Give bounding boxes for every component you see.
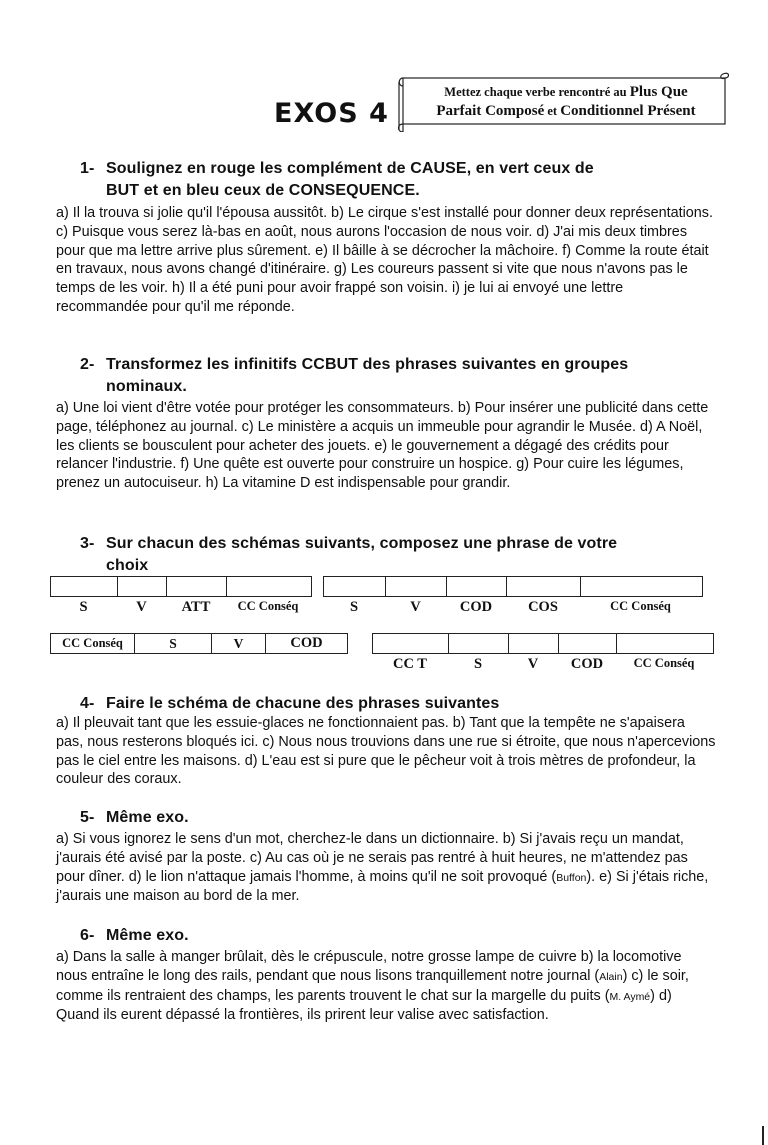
- exercise-6-text: [56, 948, 716, 1025]
- exercise-2-heading-line2: nominaux.: [106, 378, 187, 395]
- schema-2-box: [447, 577, 507, 596]
- schema-1-boxes: [50, 576, 312, 597]
- schema-3-cell: COD: [290, 635, 323, 651]
- schema-4-box: [559, 634, 617, 653]
- schema-4-box: [373, 634, 449, 653]
- exercise-1-heading-line1: Soulignez en rouge les complément de CAUSE, en vert ceux de: [106, 160, 594, 177]
- schema-2-label: COD: [459, 599, 493, 615]
- page-title: EXOS 4: [274, 98, 389, 129]
- exercise-6-text-part-c: ) d) Quand ils eurent dépassé la frontières, ils prirent leur valise avec satisfaction.: [56, 987, 672, 1024]
- schema-2-label: V: [410, 599, 421, 615]
- exercise-6-heading: [80, 925, 189, 947]
- schema-2-boxes: [323, 576, 703, 597]
- schema-4-labels: [372, 656, 712, 673]
- schema-2-box: [581, 577, 702, 596]
- scroll-text-line2b: et: [544, 104, 561, 118]
- exercise-3-heading-line1: Sur chacun des schémas suivants, composez une phrase de votre: [106, 535, 618, 552]
- exercise-6-number: 6-: [80, 927, 95, 944]
- schema-4-label: CC T: [393, 656, 427, 672]
- exercise-3-heading: [80, 533, 617, 577]
- schema-3-cell: CC Conséq: [51, 634, 135, 653]
- schema-4-boxes: [372, 633, 714, 654]
- scan-edge-mark: [762, 1126, 764, 1145]
- exercise-1-heading: [80, 158, 594, 202]
- schema-2-box: [386, 577, 447, 596]
- exercise-3-heading-line2: choix: [106, 557, 149, 574]
- exercise-3-number: 3-: [80, 535, 95, 552]
- exercise-4-text: a) Il pleuvait tant que les essuie-glaces ne fonctionnaient pas. b) Tant que la tempête ne s'apaisera pas, nous resterons bloqués ici. c) Nous nous trouvions dans une rue si étroite, que nous n'apercevions pas le ciel entre les maisons. d) L'eau est si pure que le pêcheur voit à trois mètres de profondeur, la couleur des coraux.: [56, 715, 716, 788]
- schema-4-label: CC Conséq: [633, 656, 695, 670]
- exercise-1-text: a) Il la trouva si jolie qu'il l'épousa aussitôt. b) Le cirque s'est installé pour donner deux représentations. c) Puisque vous serez là-bas en août, nous aurons l'occasion de nous voir. d) J'ai mis deux timbres pour que ma lettre arrive plus sûrement. e) Il bâille à se décrocher la mâchoire. f) Comme la route était en travaux, nous avons changé d'itinéraire. g) Les coureurs passent si vite que nous n'avons pas le temps de les voir. h) Il a été puni pour avoir frappé son voisin. i) je lui ai envoyé une lettre recommandée pour qu'il me réponde.: [56, 205, 713, 315]
- schema-4-label: COD: [570, 656, 604, 672]
- schema-1-box: [118, 577, 167, 596]
- exercise-6-author-1: Alain: [599, 970, 623, 983]
- exercise-4-number: 4-: [80, 695, 95, 712]
- schema-2-box: [324, 577, 386, 596]
- scroll-text-line2c: Conditionnel Présent: [560, 103, 696, 119]
- exercise-5-heading-text: Même exo.: [106, 809, 189, 826]
- schema-4-label: V: [527, 656, 539, 672]
- exercise-2-text: a) Une loi vient d'être votée pour protéger les consommateurs. b) Pour insérer une publicité dans cette page, téléphonez au journal. c) Le ministère a acquis un immeuble pour agrandir le Musée. d) A Noël, les clients se bousculent pour acheter des jouets. e) le gouvernement a dégagé des crédits pour relancer l'industrie. f) Une quête est ouverte pour construire un hospice. g) Pour cuire les légumes, prenez un autocuiseur. h) La vitamine D est indispensable pour grandir.: [56, 400, 709, 492]
- exercise-2-heading-line1: Transformez les infinitifs CCBUT des phrases suivantes en groupes: [106, 356, 629, 373]
- schema-3-cell: V: [212, 634, 266, 653]
- exercise-2-number: 2-: [80, 356, 95, 373]
- schema-1-box: [227, 577, 311, 596]
- schema-2-label: COS: [528, 599, 558, 615]
- schema-1-label: ATT: [181, 599, 211, 615]
- exercise-1-number: 1-: [80, 160, 95, 177]
- schema-1-labels: [50, 599, 310, 616]
- scroll-text-line1b: Plus Que: [629, 84, 688, 100]
- exercise-6-heading-text: Même exo.: [106, 927, 189, 944]
- exercise-5-heading: [80, 807, 189, 829]
- exercise-4-heading: [80, 693, 499, 715]
- schema-2-label: CC Conséq: [610, 599, 671, 613]
- schema-2-label: S: [349, 599, 359, 615]
- exercise-6-text-part-a: a) Dans la salle à manger brûlait, dès le crépuscule, notre grosse lampe de cuivre b) la locomotive nous entraîne le long des rails, pendant que nous lisons tranquillement notre journal (: [56, 949, 682, 984]
- schema-3-cell: S: [135, 634, 212, 653]
- schema-4-box: [509, 634, 559, 653]
- schema-1-label: V: [136, 599, 147, 615]
- exercise-5-text-part-b: ). e) Si j'étais riche, j'aurais une maison au bord de la mer.: [56, 868, 709, 905]
- schema-2-box: [507, 577, 581, 596]
- exercise-5-author: Buffon: [556, 871, 587, 884]
- schema-1-box: [51, 577, 118, 596]
- exercise-5-number: 5-: [80, 809, 95, 826]
- exercise-4-heading-text: Faire le schéma de chacune des phrases suivantes: [106, 695, 500, 712]
- exercise-6-author-2: M. Aymé: [609, 990, 651, 1003]
- schema-1-label: CC Conséq: [237, 599, 299, 613]
- exercise-2-heading: [80, 354, 628, 398]
- exercise-1-heading-line2: BUT et en bleu ceux de CONSEQUENCE.: [106, 182, 420, 199]
- schema-1-label: S: [79, 599, 88, 615]
- schema-1-box: [167, 577, 227, 596]
- schema-2-labels: [323, 599, 701, 616]
- exercise-5-text: [56, 830, 716, 906]
- schema-3-boxes: [50, 633, 348, 654]
- schema-4-box: [617, 634, 713, 653]
- schema-4-label: S: [473, 656, 483, 672]
- exercise-6-text-part-b: ) c) le soir, comme ils rentraient des champs, les parents trouvent le chat sur la margelle du puits (: [56, 967, 689, 1004]
- scroll-text-line1a: Mettez chaque verbe rencontré au: [444, 85, 630, 99]
- instruction-scroll-banner: [397, 72, 729, 132]
- scroll-text-line2a: Parfait Composé: [436, 103, 545, 119]
- exercise-5-text-part-a: a) Si vous ignorez le sens d'un mot, cherchez-le dans un dictionnaire. b) Si j'avais reçu un mandat, j'aurais été avisé par la poste. c) Au cas où je ne serais pas rentré à huit heures, ne m'attendez pas pour dîner. d) le lion n'attaque jamais l'homme, à moins qu'il ne soit provoqué (: [56, 831, 688, 885]
- schema-4-box: [449, 634, 509, 653]
